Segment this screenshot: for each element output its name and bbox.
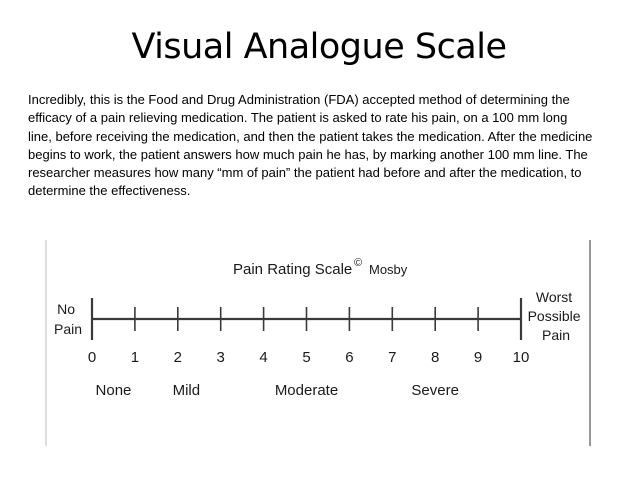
scale-ticks — [92, 298, 521, 340]
left-anchor-line-2: Pain — [53, 321, 83, 337]
figure-title: Pain Rating Scale — [233, 261, 353, 278]
scale-tick-label-3: 3 — [216, 349, 225, 366]
scale-tick-label-8: 8 — [431, 349, 440, 366]
scale-tick-label-9: 9 — [473, 349, 483, 366]
scale-tick-label-7: 7 — [388, 349, 397, 366]
category-label-mild: Mild — [172, 382, 201, 399]
right-anchor-line-1: Worst — [535, 289, 573, 305]
category-label-none: None — [95, 382, 132, 399]
right-anchor-line-3: Pain — [541, 327, 571, 343]
copyright-symbol: © — [354, 257, 363, 269]
scale-tick-label-6: 6 — [345, 349, 354, 366]
scale-tick-label-2: 2 — [173, 349, 182, 366]
left-anchor-line-1: No — [57, 301, 76, 317]
scale-tick-label-4: 4 — [259, 349, 268, 366]
slide-body-text: Incredibly, this is the Food and Drug Administration (FDA) accepted method of determining the efficacy of a pain relieving medication. The patient is asked to rate his pain, on a 100 mm long line, before receiving the medication, and then the patient takes the medication. After the medicine begins to work, the patient answers how much pain he has, by marking another 100 mm line. The researcher measures how many “mm of pain” the patient had before and after the medication, to determine the effectiveness. — [28, 92, 593, 199]
scale-tick-label-0: 0 — [87, 349, 97, 366]
scale-tick-label-10: 10 — [512, 349, 530, 366]
right-anchor-label — [528, 289, 585, 343]
category-label-severe: Severe — [411, 382, 459, 399]
category-label-moderate: Moderate — [274, 382, 339, 399]
scale-tick-label-5: 5 — [302, 349, 311, 366]
scale-category-labels — [96, 382, 459, 399]
left-anchor-label — [54, 301, 82, 337]
figure-publisher: Mosby — [369, 262, 408, 277]
scale-tick-label-1: 1 — [130, 349, 140, 366]
scale-tick-labels — [88, 349, 530, 366]
slide-title: Visual Analogue Scale — [131, 27, 507, 67]
right-anchor-line-2: Possible — [527, 308, 581, 324]
